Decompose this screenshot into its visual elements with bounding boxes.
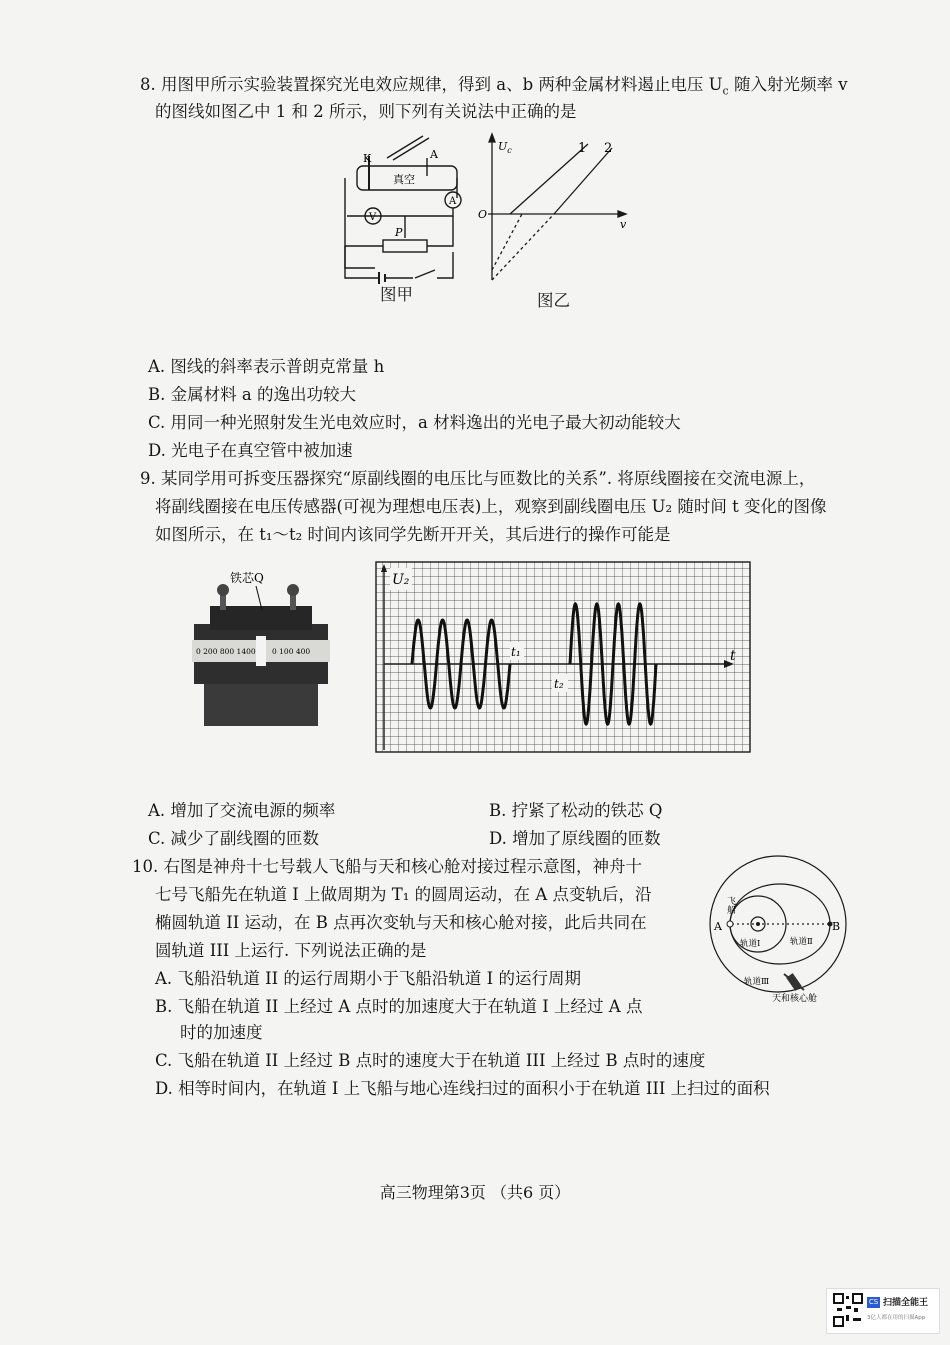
q9-stem-line2: 将副线圈接在电压传感器(可视为理想电压表)上，观察到副线圈电压 U₂ 随时间 t 变化的图像 bbox=[155, 497, 827, 516]
orbit-2 bbox=[730, 884, 830, 964]
scale-right-label: 0 100 400 bbox=[272, 647, 311, 656]
scanner-title: 扫描全能王 bbox=[883, 1298, 929, 1308]
scanner-subtitle: 3亿人都在用的扫描App bbox=[867, 1315, 926, 1321]
line-2 bbox=[554, 148, 612, 214]
label-voltmeter: V bbox=[369, 212, 377, 223]
origin-label: O bbox=[478, 208, 488, 221]
point-b-label: B bbox=[832, 920, 841, 933]
fig-a-caption: 图甲 bbox=[380, 285, 413, 304]
line-2-label: 2 bbox=[604, 141, 613, 156]
q10-option-c: C. 飞船在轨道 II 上经过 B 点时的速度大于在轨道 III 上经过 B 点时的速度 bbox=[155, 1051, 706, 1070]
line-1 bbox=[510, 144, 588, 214]
q8-stem-line2: 的图线如图乙中 1 和 2 所示，则下列有关说法中正确的是 bbox=[155, 102, 577, 121]
v-axis-label: v bbox=[620, 218, 627, 231]
q8-stem-line1: 8. 用图甲所示实验装置探究光电效应规律，得到 a、b 两种金属材料遏止电压 $U_c$ 随入射光频率 v bbox=[140, 75, 848, 98]
station-icon bbox=[784, 973, 804, 991]
point-a-label: A bbox=[714, 920, 722, 933]
q8-uc-graph bbox=[470, 130, 635, 290]
page-footer: 高三物理第3页 （共6 页） bbox=[379, 1183, 571, 1202]
qr-code-icon bbox=[833, 1293, 863, 1327]
label-p: P bbox=[395, 226, 403, 239]
cs-logo-icon: CS bbox=[868, 1298, 879, 1306]
q9-option-c: C. 减少了副线圈的匝数 bbox=[148, 829, 320, 848]
u2-axis-label: U₂ bbox=[392, 572, 410, 588]
q10-stem-line1: 10. 右图是神舟十七号载人飞船与天和核心舱对接过程示意图，神舟十 bbox=[132, 857, 642, 876]
transformer-photo bbox=[186, 566, 336, 730]
station-label: 天和核心舱 bbox=[772, 994, 818, 1004]
u2-time-graph bbox=[374, 560, 754, 756]
q10-option-d: D. 相等时间内，在轨道 I 上飞船与地心连线扫过的面积小于在轨道 III 上扫过的面积 bbox=[155, 1079, 770, 1098]
ship-label: 飞船 bbox=[725, 896, 735, 914]
label-vacuum: 真空 bbox=[393, 173, 415, 186]
q9-option-b: B. 拧紧了松动的铁芯 Q bbox=[489, 801, 663, 820]
orbit-2-label: 轨道Ⅱ bbox=[790, 937, 813, 947]
q9-option-a: A. 增加了交流电源的频率 bbox=[148, 801, 336, 820]
orbit-1-label: 轨道Ⅰ bbox=[740, 939, 761, 949]
line-1-label: 1 bbox=[578, 141, 587, 156]
q10-stem-line2: 七号飞船先在轨道 I 上做周期为 T₁ 的圆周运动，在 A 点变轨后，沿 bbox=[155, 885, 652, 904]
q8-option-b: B. 金属材料 a 的逸出功较大 bbox=[148, 385, 356, 404]
q10-stem-line3: 椭圆轨道 II 运动，在 B 点再次变轨与天和核心舱对接，此后共同在 bbox=[155, 913, 647, 932]
t2-label: t₂ bbox=[554, 677, 564, 691]
label-ammeter: A bbox=[449, 196, 457, 207]
q10-option-a: A. 飞船沿轨道 II 的运行周期小于飞船沿轨道 I 的运行周期 bbox=[155, 969, 581, 988]
orbit-figure bbox=[698, 854, 858, 1014]
point-a-dot bbox=[727, 921, 733, 927]
q10-option-b: B. 飞船在轨道 II 上经过 A 点时的加速度大于在轨道 I 上经过 A 点 bbox=[155, 997, 643, 1016]
iron-core-q-label: 铁芯Q bbox=[230, 571, 264, 585]
q8-option-c: C. 用同一种光照射发生光电效应时，a 材料逸出的光电子最大初动能较大 bbox=[148, 413, 681, 432]
label-k: K bbox=[363, 152, 372, 165]
fig-b-caption: 图乙 bbox=[537, 291, 570, 310]
label-anode: A bbox=[430, 148, 438, 161]
q8-option-d: D. 光电子在真空管中被加速 bbox=[148, 441, 353, 460]
q8-option-a: A. 图线的斜率表示普朗克常量 h bbox=[148, 357, 385, 376]
scale-left-label: 0 200 800 1400 bbox=[196, 647, 256, 656]
orbit-3-label: 轨道Ⅲ bbox=[744, 977, 770, 987]
line-1-extension bbox=[492, 214, 522, 270]
q9-stem-line3: 如图所示，在 t₁～t₂ 时间内该同学先断开开关，其后进行的操作可能是 bbox=[155, 525, 671, 544]
q9-option-d: D. 增加了原线圈的匝数 bbox=[489, 829, 661, 848]
t1-label: t₁ bbox=[511, 645, 521, 659]
line-2-extension bbox=[492, 214, 554, 280]
q8-circuit-figure bbox=[335, 128, 470, 308]
transformer-base bbox=[204, 678, 318, 726]
q10-stem-line4: 圆轨道 III 上运行. 下列说法正确的是 bbox=[155, 941, 427, 960]
uc-axis-label: $U_c$ bbox=[498, 140, 512, 155]
scanner-watermark bbox=[826, 1288, 940, 1334]
t-axis-label: t bbox=[730, 648, 736, 664]
q9-stem-line1: 9. 某同学用可拆变压器探究“原副线圈的电压比与匝数比的关系”. 将原线圈接在交流电源上， bbox=[140, 469, 816, 488]
q10-option-b-cont: 时的加速度 bbox=[180, 1023, 263, 1042]
